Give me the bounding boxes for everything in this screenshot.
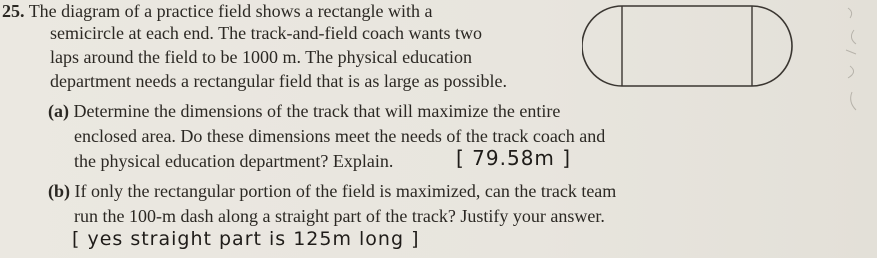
problem-line-4: department needs a rectangular field that is as large as possible. — [50, 71, 508, 91]
part-b-line-2: run the 100-m dash along a straight part of the track? Justify your answer. — [74, 206, 605, 226]
problem-line-2: semicircle at each end. The track-and-field coach wants two — [50, 23, 482, 43]
part-a-text-line-1: Determine the dimensions of the track that will maximize the entire — [73, 101, 561, 121]
problem-number: 25. — [2, 1, 25, 21]
problem-text-line-1: The diagram of a practice field shows a rectangle with a — [28, 1, 433, 21]
part-a-label: (a) — [48, 101, 69, 121]
margin-scribble — [828, 0, 877, 130]
part-b-handwritten-answer: [ yes straight part is 125m long ] — [72, 228, 420, 250]
part-a-line-2: enclosed area. Do these dimensions meet the needs of the track coach and — [74, 126, 606, 146]
problem-line-3: laps around the field to be 1000 m. The physical education — [50, 47, 473, 67]
part-b-label: (b) — [48, 181, 70, 201]
part-a-line-1 — [48, 100, 560, 122]
part-a-line-3: the physical education department? Explain. — [74, 151, 394, 171]
part-b-line-1 — [48, 180, 616, 202]
problem-line-1 — [2, 0, 433, 22]
part-a-handwritten-answer: [ 79.58m ] — [456, 146, 572, 170]
part-b-text-line-1: If only the rectangular portion of the field is maximized, can the track team — [74, 181, 617, 201]
field-outline — [582, 6, 792, 86]
